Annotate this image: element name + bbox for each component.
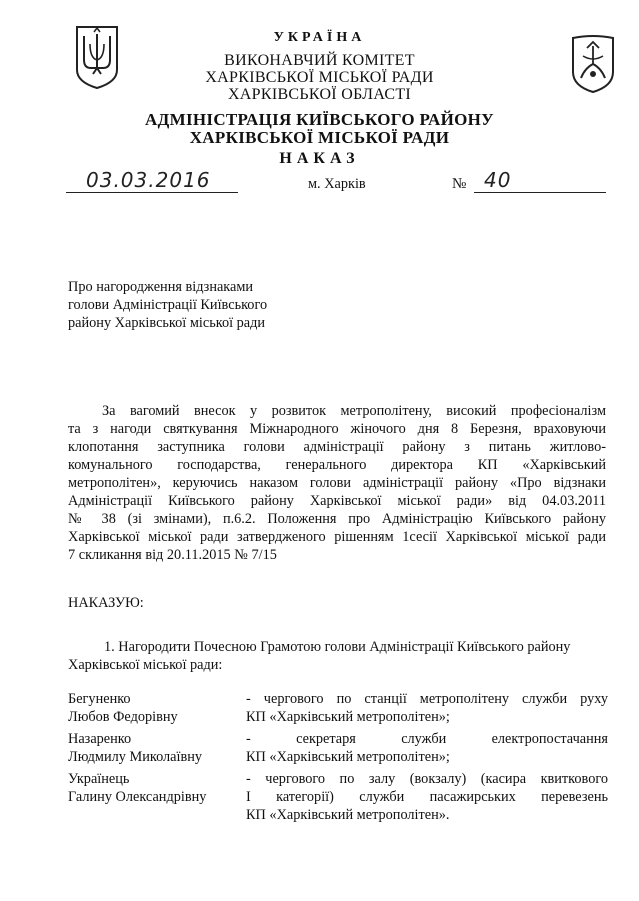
subject-line1: Про нагородження відзнаками bbox=[68, 279, 254, 295]
body-line: Адміністрації Київського району Харківської міської ради» від 04.03.2011 bbox=[68, 493, 606, 509]
awardee-name: Любов Федорівну bbox=[68, 709, 178, 725]
header-admin-line1: АДМІНІСТРАЦІЯ КИЇВСЬКОГО РАЙОНУ bbox=[145, 110, 494, 129]
body-line: метрополітен», керуючись наказом голови адміністрації району «Про відзнаки bbox=[68, 475, 606, 491]
awardee-surname: Назаренко bbox=[68, 731, 132, 747]
header-country: УКРАЇНА bbox=[273, 30, 366, 45]
awardee-position-line: I категорії) служби пасажирських перевезень bbox=[246, 789, 608, 805]
awardee-name: Галину Олександрівну bbox=[68, 789, 207, 805]
body-line: клопотання заступника голови адміністрації району з питань житлово- bbox=[68, 439, 606, 455]
header-region: ХАРКІВСЬКОЇ ОБЛАСТІ bbox=[227, 86, 412, 103]
number-field bbox=[474, 168, 606, 193]
body-line: За вагомий внесок у розвиток метрополітену, високий професіоналізм bbox=[102, 403, 606, 419]
header-city-council: ХАРКІВСЬКОЇ МІСЬКОЇ РАДИ bbox=[205, 69, 434, 86]
body-line: Харківської міської ради затвердженого рішенням 1сесії Харківської міської ради bbox=[68, 529, 606, 545]
header-admin-line2: ХАРКІВСЬКОЇ МІСЬКОЇ РАДИ bbox=[189, 128, 450, 147]
awardee-name: Людмилу Миколаївну bbox=[68, 749, 203, 765]
subject-line3: району Харківської міської ради bbox=[68, 315, 266, 331]
awardee-position-line: КП «Харківський метрополітен»; bbox=[246, 709, 450, 725]
header-committee: ВИКОНАВЧИЙ КОМІТЕТ bbox=[224, 52, 415, 69]
number-handwritten: 40 bbox=[484, 168, 512, 192]
body-line: 7 скликання від 20.11.2015 № 7/15 bbox=[68, 547, 277, 563]
item1-line2: Харківської міської ради: bbox=[68, 657, 223, 673]
awardee-position-line: - секретаря служби електропостачання bbox=[246, 731, 608, 747]
document-title: НАКАЗ bbox=[279, 150, 360, 167]
awardee-surname: Українець bbox=[68, 771, 130, 787]
order-word: НАКАЗУЮ: bbox=[68, 595, 144, 611]
date-field bbox=[66, 168, 238, 193]
item1-line1: 1. Нагородити Почесною Грамотою голови Адміністрації Київського району bbox=[104, 639, 571, 655]
city-label: м. Харків bbox=[308, 176, 366, 192]
awardee-surname: Бегуненко bbox=[68, 691, 131, 707]
awardee-position-line: - чергового по залу (вокзалу) (касира квиткового bbox=[246, 771, 608, 787]
awardee-position-line: КП «Харківський метрополітен». bbox=[246, 807, 450, 823]
body-line: № 38 (зі змінами), п.6.2. Положення про Адміністрацію Київського району bbox=[68, 511, 606, 527]
number-label: № bbox=[452, 176, 467, 192]
subject-line2: голови Адміністрації Київського bbox=[68, 297, 268, 313]
body-line: та з нагоди святкування Міжнародного жіночого дня 8 Березня, враховуючи bbox=[68, 421, 606, 437]
awardee-position-line: КП «Харківський метрополітен»; bbox=[246, 749, 450, 765]
body-line: комунального господарства, генерального директора КП «Харківський bbox=[68, 457, 606, 473]
date-handwritten: 03.03.2016 bbox=[86, 168, 211, 192]
awardee-position-line: - чергового по станції метрополітену служби руху bbox=[246, 691, 608, 707]
